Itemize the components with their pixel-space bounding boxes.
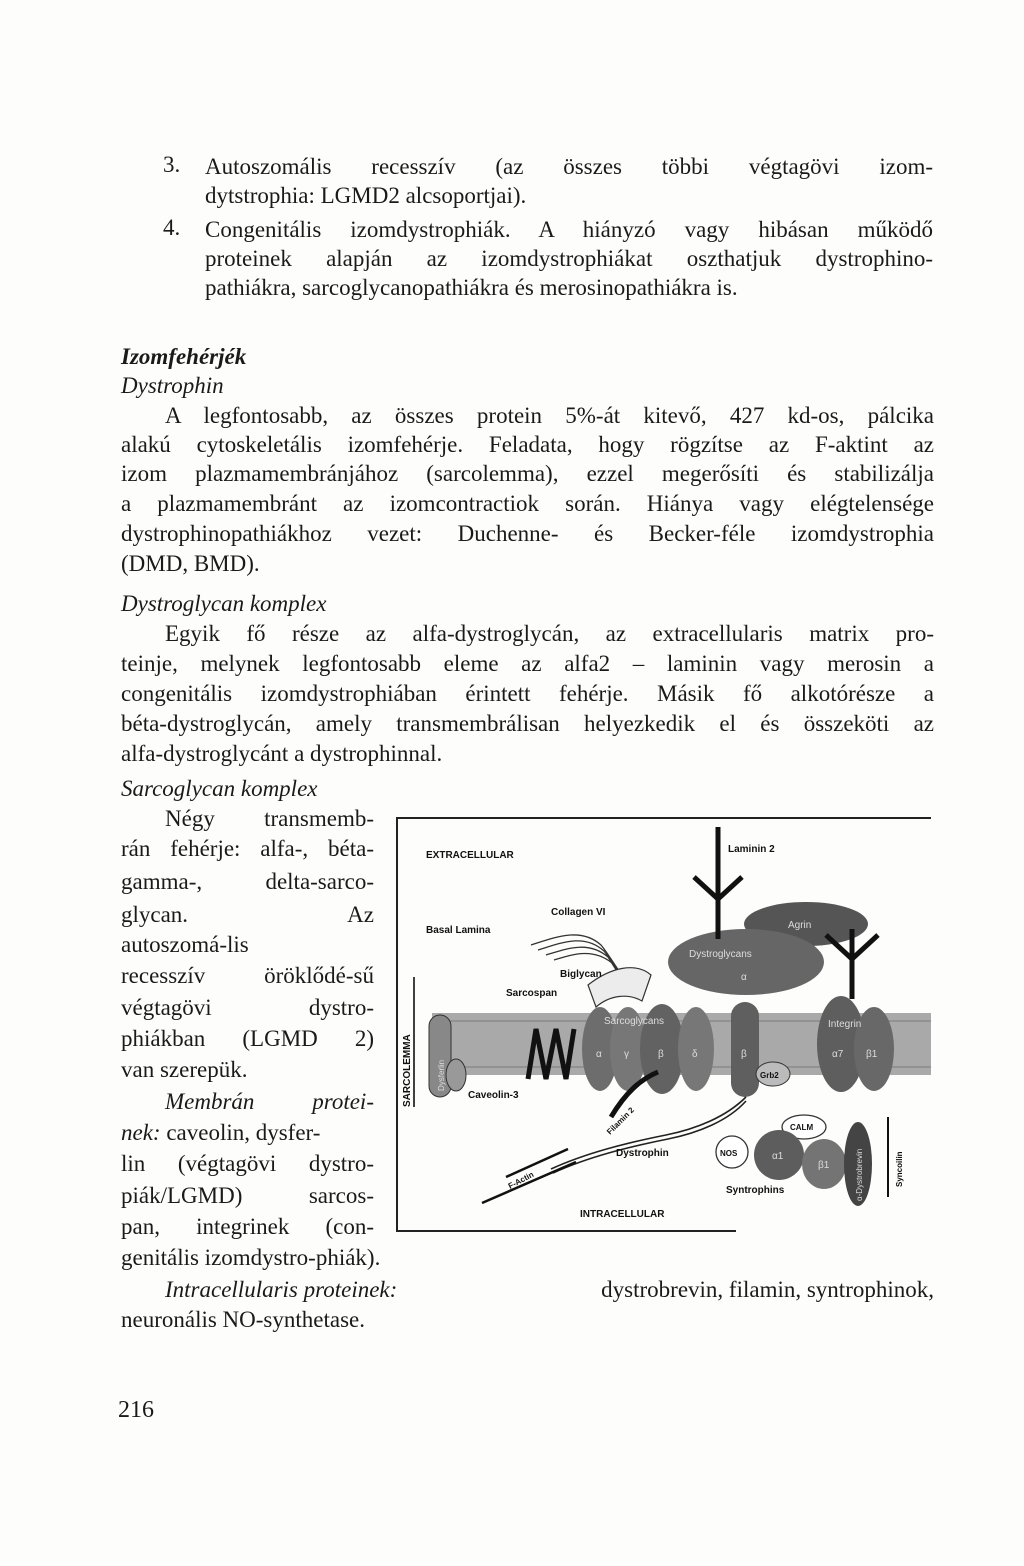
dystrophin-rod xyxy=(551,1097,746,1173)
dystrophin-complex-figure xyxy=(396,817,931,1232)
label-sg-alpha: α xyxy=(596,1049,602,1060)
figure-svg xyxy=(396,817,931,1232)
label-sg-beta: β xyxy=(658,1049,664,1060)
label-sg-delta: δ xyxy=(692,1049,698,1060)
dystrophin-line-4: a plazmamembránt az izomcontractiok során. Hiánya vagy elégtelensége xyxy=(121,491,934,516)
sarcoglycan-line-5: autoszomá-lis xyxy=(121,932,249,957)
dystroglycan-heading: Dystroglycan komplex xyxy=(121,591,327,616)
label-integrin: Integrin xyxy=(828,1019,862,1030)
label-calm: CALM xyxy=(790,1123,814,1132)
membrane-line-1-rest: caveolin, dysfer- xyxy=(160,1120,321,1145)
dystrophin-line-6: (DMD, BMD). xyxy=(121,551,260,576)
label-sg-gamma: γ xyxy=(624,1049,629,1060)
list-item-3-line-1: Autoszomális recesszív (az összes többi végtagövi izom- xyxy=(205,154,933,179)
label-alpha-dg: α xyxy=(741,972,747,983)
dystroglycan-line-5: alfa-dystroglycánt a dystrophinnal. xyxy=(121,741,443,766)
dystroglycan-line-1: Egyik fő része az alfa-dystroglycán, az extracellularis matrix pro- xyxy=(165,621,934,646)
label-dystroglycans: Dystroglycans xyxy=(689,949,752,960)
page-number: 216 xyxy=(118,1397,154,1423)
list-item-4-line-1: Congenitális izomdystrophiák. A hiányzó vagy hibásan működő xyxy=(205,217,933,242)
label-syn-b1: β1 xyxy=(818,1160,830,1171)
label-int-a7: α7 xyxy=(832,1049,844,1060)
dystrophin-line-1: A legfontosabb, az összes protein 5%-át kitevő, 427 kd-os, pálcika xyxy=(165,403,934,428)
sarcoglycan-line-7: végtagövi dystro- xyxy=(121,995,374,1020)
label-extracellular: EXTRACELLULAR xyxy=(426,850,514,861)
list-item-4-line-3: pathiákra, sarcoglycanopathiákra és merosinopathiákra is. xyxy=(205,275,738,300)
sarcoglycan-heading: Sarcoglycan komplex xyxy=(121,776,318,801)
membrane-line-4: pan, integrinek (con- xyxy=(121,1214,374,1239)
list-item-3-line-2: dytstrophia: LGMD2 alcsoportjai). xyxy=(205,183,527,208)
sarcoglycan-line-4: glycan. Az xyxy=(121,902,374,927)
intracellular-line-1 xyxy=(165,1275,934,1304)
membrane-line-1 xyxy=(121,1118,320,1147)
membrane-line-3: piák/LGMD) sarcos- xyxy=(121,1183,374,1208)
label-syntrophins: Syntrophins xyxy=(726,1185,785,1196)
dystrophin-line-3: izom plazmamembránjához (sarcolemma), ezzel megerősíti és stabilizálja xyxy=(121,461,934,486)
sarcoglycan-line-8: phiákban (LGMD 2) xyxy=(121,1026,374,1051)
membrane-line-2: lin (végtagövi dystro- xyxy=(121,1151,374,1176)
dystrophin-line-5: dystrophinopathiákhoz vezet: Duchenne- és Becker-féle izomdystrophia xyxy=(121,521,934,546)
laminin-right xyxy=(826,929,878,999)
list-item-3-number: 3. xyxy=(163,152,181,177)
label-basal-lamina: Basal Lamina xyxy=(426,925,491,936)
intracellular-rest: dystrobrevin, filamin, syntrophinok, xyxy=(601,1277,934,1302)
label-grb2: Grb2 xyxy=(760,1071,779,1080)
label-agrin: Agrin xyxy=(788,920,812,931)
label-caveolin: Caveolin-3 xyxy=(468,1090,519,1101)
list-item-4-line-2: proteinek alapján az izomdystrophiákat oszthatjuk dystrophino- xyxy=(205,246,933,271)
label-f-actin: F-Actin xyxy=(506,1169,536,1191)
label-int-b1: β1 xyxy=(866,1049,878,1060)
alpha-dystroglycan-shape xyxy=(668,929,824,995)
sarcoglycan-line-3: gamma-, delta-sarco- xyxy=(121,869,374,894)
sarcoglycan-line-9: van szerepük. xyxy=(121,1057,248,1082)
membrane-label-cont: nek: xyxy=(121,1120,161,1145)
dystroglycan-line-4: béta-dystroglycán, amely transmembrálisan helyezkedik el és összeköti az xyxy=(121,711,934,736)
caveolin-shape xyxy=(446,1059,466,1091)
label-sarcolemma: SARCOLEMMA xyxy=(402,1034,413,1107)
label-syn-a1: α1 xyxy=(772,1151,784,1162)
dystrophin-heading: Dystrophin xyxy=(121,373,224,398)
dystroglycan-line-2: teinje, melynek legfontosabb eleme az alfa2 – laminin vagy merosin a xyxy=(121,651,934,676)
label-syncoilin: Syncoilin xyxy=(895,1151,904,1187)
label-collagen: Collagen VI xyxy=(551,907,606,918)
label-nos: NOS xyxy=(720,1149,738,1158)
membrane-line-5: genitális izomdystro-phiák). xyxy=(121,1245,381,1270)
label-filamin: Filamin 2 xyxy=(605,1105,636,1137)
intracellular-label: Intracellularis proteinek: xyxy=(165,1277,398,1302)
membrane-label: Membrán protei- xyxy=(165,1089,374,1114)
label-sarcoglycans: Sarcoglycans xyxy=(604,1016,665,1027)
label-intracellular: INTRACELLULAR xyxy=(580,1209,665,1220)
label-sarcospan: Sarcospan xyxy=(506,988,558,999)
section-title: Izomfehérjék xyxy=(121,344,247,369)
sarcoglycan-line-2: rán fehérje: alfa-, béta- xyxy=(121,836,374,861)
sarcoglycan-line-1: Négy transmemb- xyxy=(165,806,374,831)
dystroglycan-line-3: congenitális izomdystrophiában érintett fehérje. Másik fő alkotórésze a xyxy=(121,681,934,706)
dystrophin-line-2: alakú cytoskeletális izomfehérje. Feladata, hogy rögzítse az F-aktint az xyxy=(121,432,934,457)
intracellular-line-2: neuronális NO-synthetase. xyxy=(121,1307,365,1332)
label-beta-dg: β xyxy=(741,1049,747,1060)
list-item-4-number: 4. xyxy=(163,215,181,240)
label-laminin: Laminin 2 xyxy=(728,844,775,855)
label-dysferlin: Dysferlin xyxy=(437,1059,446,1091)
sarcoglycan-line-6: recesszív öröklődé-sű xyxy=(121,963,374,988)
label-dystrophin: Dystrophin xyxy=(616,1148,669,1159)
label-dystrobrevin: α-Dystrobrevin xyxy=(855,1148,864,1201)
label-biglycan: Biglycan xyxy=(560,969,602,980)
